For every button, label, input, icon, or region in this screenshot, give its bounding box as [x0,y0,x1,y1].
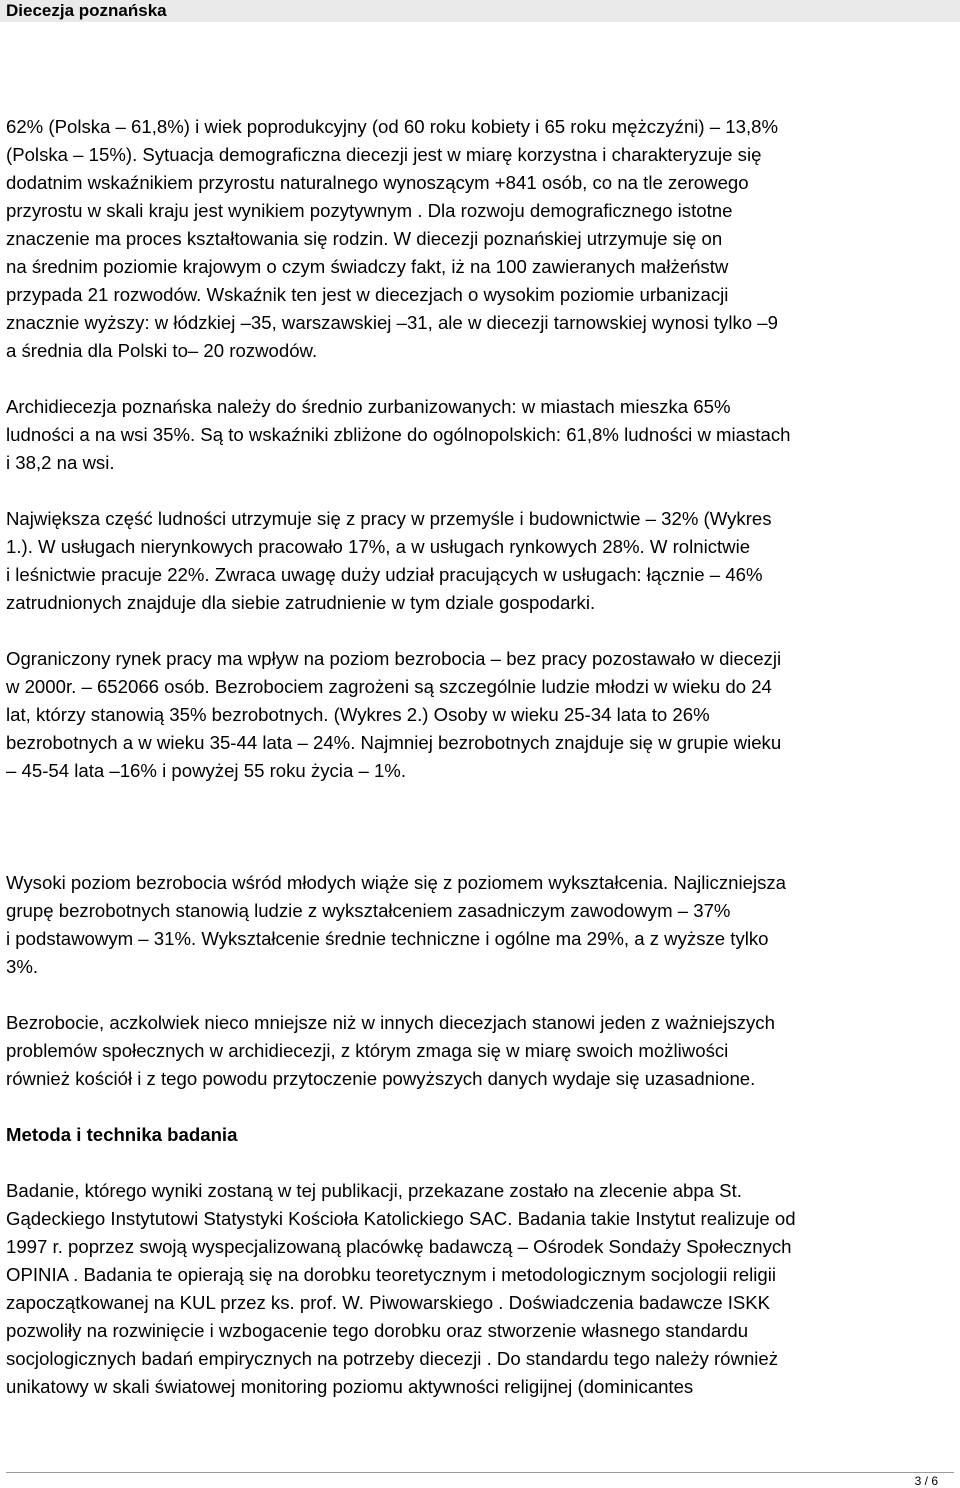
paragraph-social-problems [6,1009,958,1093]
text-line: również kościół i z tego powodu przytoczenie powyższych danych wydaje się uzasadnione. [6,1068,756,1089]
text-line: znacznie wyższy: w łódzkiej –35, warszawskiej –31, ale w diecezji tarnowskiej wynosi tylko –9 [6,312,778,333]
text-line: Archidiecezja poznańska należy do średnio zurbanizowanych: w miastach mieszka 65% [6,396,731,417]
text-line: lat, którzy stanowią 35% bezrobotnych. (Wykres 2.) Osoby w wieku 25-34 lata to 26% [6,704,710,725]
text-line: a średnia dla Polski to– 20 rozwodów. [6,340,318,361]
text-line: pozwoliły na rozwinięcie i wzbogacenie tego dorobku oraz stworzenie własnego standardu [6,1320,749,1341]
page-header [0,0,960,22]
text-line: Badanie, którego wyniki zostaną w tej publikacji, przekazane zostało na zlecenie abpa St. [6,1180,742,1201]
text-line: 3%. [6,956,39,977]
paragraph-unemployment [6,645,958,785]
text-line: Wysoki poziom bezrobocia wśród młodych wiąże się z poziomem wykształcenia. Najliczniejsza [6,872,787,893]
text-line: zatrudnionych znajduje dla siebie zatrudnienie w tym dziale gospodarki. [6,592,596,613]
text-line: w 2000r. – 652066 osób. Bezrobociem zagrożeni są szczególnie ludzie młodzi w wieku do 24 [6,676,772,697]
text-line: przypada 21 rozwodów. Wskaźnik ten jest w diecezjach o wysokim poziomie urbanizacji [6,284,729,305]
text-line: grupę bezrobotnych stanowią ludzie z wykształceniem zasadniczym zawodowym – 37% [6,900,731,921]
text-line: – 45-54 lata –16% i powyżej 55 roku życia – 1%. [6,760,406,781]
text-line: Bezrobocie, aczkolwiek nieco mniejsze niż w innych diecezjach stanowi jeden z ważniejszych [6,1012,775,1033]
text-line: OPINIA . Badania te opierają się na dorobku teoretycznym i metodologicznym socjologii religii [6,1264,776,1285]
text-line: i podstawowym – 31%. Wykształcenie średnie techniczne i ogólne ma 29%, a z wyższe tylko [6,928,769,949]
text-line: na średnim poziomie krajowym o czym świadczy fakt, iż na 100 zawieranych małżeństw [6,256,729,277]
paragraph-method [6,1177,958,1401]
paragraph-education [6,869,958,981]
text-line: unikatowy w skali światowej monitoring poziomu aktywności religijnej (dominicantes [6,1376,694,1397]
text-line: przyrostu w skali kraju jest wynikiem pozytywnym . Dla rozwoju demograficznego istotne [6,200,733,221]
text-line: problemów społecznych w archidiecezji, z którym zmaga się w miarę swoich możliwości [6,1040,729,1061]
text-line: Ograniczony rynek pracy ma wpływ na poziom bezrobocia – bez pracy pozostawało w diecezji [6,648,782,669]
document-body [6,113,958,1401]
text-line: Największa część ludności utrzymuje się z pracy w przemyśle i budownictwie – 32% (Wykres [6,508,772,529]
text-line: zapoczątkowanej na KUL przez ks. prof. W. Piwowarskiego . Doświadczenia badawcze ISKK [6,1292,771,1313]
text-line: Gądeckiego Instytutowi Statystyki Kościoła Katolickiego SAC. Badania takie Instytut realizuje od [6,1208,796,1229]
page-title: Diecezja poznańska [6,1,167,20]
text-line: znaczenie ma proces kształtowania się rodzin. W diecezji poznańskiej utrzymuje się on [6,228,723,249]
text-line: 1.). W usługach nierynkowych pracowało 17%, a w usługach rynkowych 28%. W rolnictwie [6,536,751,557]
text-line: ludności a na wsi 35%. Są to wskaźniki zbliżone do ogólnopolskich: 61,8% ludności w miastach [6,424,791,445]
text-line: socjologicznych badań empirycznych na potrzeby diecezji . Do standardu tego należy również [6,1348,779,1369]
paragraph-demography [6,113,958,365]
text-line: 1997 r. poprzez swoją wyspecjalizowaną placówkę badawczą – Ośrodek Sondaży Społecznych [6,1236,792,1257]
text-line: bezrobotnych a w wieku 35-44 lata – 24%. Najmniej bezrobotnych znajduje się w grupie wieku [6,732,782,753]
paragraph-urbanization [6,393,958,477]
text-line: i leśnictwie pracuje 22%. Zwraca uwagę duży udział pracujących w usługach: łącznie – 46% [6,564,763,585]
page-number: 3 / 6 [914,1474,938,1488]
text-line: dodatnim wskaźnikiem przyrostu naturalnego wynoszącym +841 osób, co na tle zerowego [6,172,749,193]
text-line: (Polska – 15%). Sytuacja demograficzna diecezji jest w miarę korzystna i charakteryzuje się [6,144,762,165]
section-heading: Metoda i technika badania [6,1124,238,1145]
text-line: i 38,2 na wsi. [6,452,115,473]
text-line: 62% (Polska – 61,8%) i wiek poprodukcyjny (od 60 roku kobiety i 65 roku mężczyźni) – 13,8% [6,116,779,137]
paragraph-employment [6,505,958,617]
footer-divider [6,1472,954,1473]
